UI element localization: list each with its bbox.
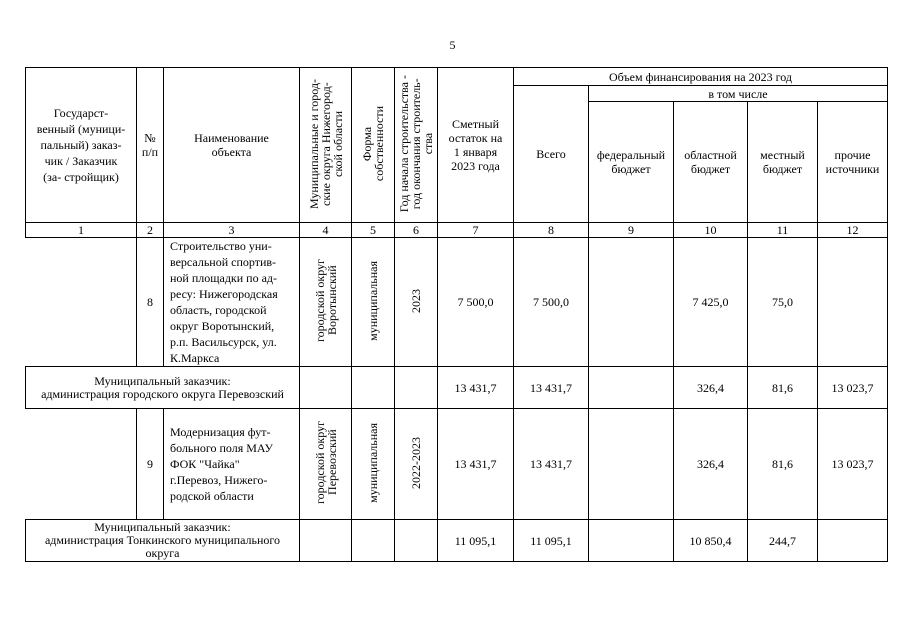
header-including: в том числе [589,86,888,102]
municipality-cell [300,520,352,562]
header-regional [674,102,748,223]
regional-cell: 10 850,4 [674,520,748,562]
object-name-line: версальной спортив- [170,255,277,269]
column-number: 11 [748,223,818,238]
header-ownership-text [361,106,385,181]
years-text: 2023 [409,288,423,313]
header-municipality-text [308,79,344,209]
header-regional-line: бюджет [690,162,731,176]
total-cell: 13 431,7 [514,409,589,520]
row-number: 9 [137,409,164,520]
object-name-line: родской области [170,489,254,503]
estimate-cell: 13 431,7 [438,367,514,409]
financing-table [25,67,888,562]
years-cell [395,238,438,367]
years-cell [395,520,438,562]
object-name-line: Модернизация фут- [170,425,271,439]
column-number: 7 [438,223,514,238]
empty-customer-cell [26,409,137,520]
object-name-line: область, городской [170,303,267,317]
header-estimate-line: 2023 года [451,159,500,173]
other-cell [818,238,888,367]
header-object-line: объекта [211,145,252,159]
header-num [137,68,164,223]
header-num-line: № [144,131,156,145]
ownership-cell [352,238,395,367]
header-years [395,68,438,223]
municipality-cell [300,238,352,367]
municipality-line: Воротынский [324,265,339,336]
municipal-customer [26,367,300,409]
federal-cell [589,238,674,367]
other-cell: 13 023,7 [818,367,888,409]
years-cell [395,409,438,520]
municipality-line: городской округ [312,259,327,342]
column-number: 9 [589,223,674,238]
object-name-line: ресу: Нижегородская [170,287,278,301]
municipal-customer [26,520,300,562]
customer-line: Муниципальный заказчик: [94,520,231,534]
header-federal-line: федеральный [596,148,666,162]
estimate-cell: 13 431,7 [438,409,514,520]
regional-cell: 326,4 [674,409,748,520]
local-cell: 244,7 [748,520,818,562]
total-cell: 7 500,0 [514,238,589,367]
ownership-cell [352,367,395,409]
years-text: 2022-2023 [409,436,423,489]
header-years-line: ства [421,132,435,155]
column-number: 1 [26,223,137,238]
header-other-line: прочие [834,148,871,162]
table-row [26,238,888,367]
municipality-line: Перевозский [324,429,339,496]
header-ownership-line: собственности [372,105,386,182]
header-ownership [352,68,395,223]
header-years-line: год окончания строитель- [409,78,423,209]
municipality-text [314,259,338,342]
header-local-line: местный [760,148,805,162]
other-cell: 13 023,7 [818,409,888,520]
header-federal-line: бюджет [611,162,651,176]
table-row [26,367,888,409]
header-municipality-line: ской области [330,110,345,177]
header-estimate-line: Сметный [451,117,500,131]
estimate-cell: 7 500,0 [438,238,514,367]
header-years-text [398,75,434,212]
customer-line: Муниципальный заказчик: [94,373,231,388]
object-name-line: округ Воротынский, [170,319,275,333]
regional-cell: 326,4 [674,367,748,409]
header-customer: Государст- венный (муници- пальный) заказ- чик / Заказчик (за- стройщик) [26,68,137,223]
other-cell [818,520,888,562]
ownership-text: муниципальная [366,422,380,503]
header-local [748,102,818,223]
table-row [26,520,888,562]
header-object-line: Наименование [194,131,269,145]
column-number: 5 [352,223,395,238]
federal-cell [589,520,674,562]
header-num-line: п/п [141,145,159,159]
object-name [164,238,300,367]
column-number: 8 [514,223,589,238]
object-name-line: К.Маркса [170,351,220,365]
column-numbers-row [26,223,888,238]
header-local-line: бюджет [762,162,803,176]
header-total: Всего [514,86,589,223]
header-ownership-line: Форма [360,126,374,161]
object-name-line: Строительство уни- [170,239,272,253]
column-number: 2 [137,223,164,238]
customer-line: администрация Тонкинского муниципального [44,533,281,547]
years-cell [395,367,438,409]
customer-line: администрация городского округа Перевозский [41,386,284,401]
header-municipality-line: ские округа Нижегород- [318,81,333,206]
object-name-line: г.Перевоз, Нижего- [170,473,268,487]
local-cell: 81,6 [748,409,818,520]
local-cell: 81,6 [748,367,818,409]
header-estimate-line: остаток на [448,131,503,145]
header-other-line: источники [825,162,880,176]
header-financing: Объем финансирования на 2023 год [514,68,888,86]
empty-customer-cell [26,238,137,367]
column-number: 10 [674,223,748,238]
header-estimate [438,68,514,223]
municipality-text [314,421,338,504]
header-other [818,102,888,223]
ownership-cell [352,520,395,562]
object-name-line: р.п. Васильсурск, ул. [170,335,277,349]
federal-cell [589,367,674,409]
header-years-line: Год начала строительства - [397,74,411,213]
page-number: 5 [449,38,456,52]
municipality-cell [300,367,352,409]
municipality-line: городской округ [312,421,327,504]
regional-cell: 7 425,0 [674,238,748,367]
column-number: 12 [818,223,888,238]
header-federal [589,102,674,223]
local-cell: 75,0 [748,238,818,367]
header-municipality-line: Муниципальные и город- [306,78,321,209]
object-name [164,409,300,520]
header-estimate-line: 1 января [453,145,498,159]
table-row [26,409,888,520]
column-number: 6 [395,223,438,238]
header-regional-line: областной [684,148,737,162]
column-number: 3 [164,223,300,238]
total-cell: 13 431,7 [514,367,589,409]
row-number: 8 [137,238,164,367]
customer-line: округа [145,546,180,560]
estimate-cell: 11 095,1 [438,520,514,562]
header-object [164,68,300,223]
ownership-text: муниципальная [366,260,380,341]
municipality-cell [300,409,352,520]
object-name-line: ной площадки по ад- [170,271,278,285]
ownership-cell [352,409,395,520]
object-name-line: ФОК "Чайка" [170,457,240,471]
header-municipality [300,68,352,223]
total-cell: 11 095,1 [514,520,589,562]
column-number: 4 [300,223,352,238]
object-name-line: больного поля МАУ [170,441,274,455]
federal-cell [589,409,674,520]
